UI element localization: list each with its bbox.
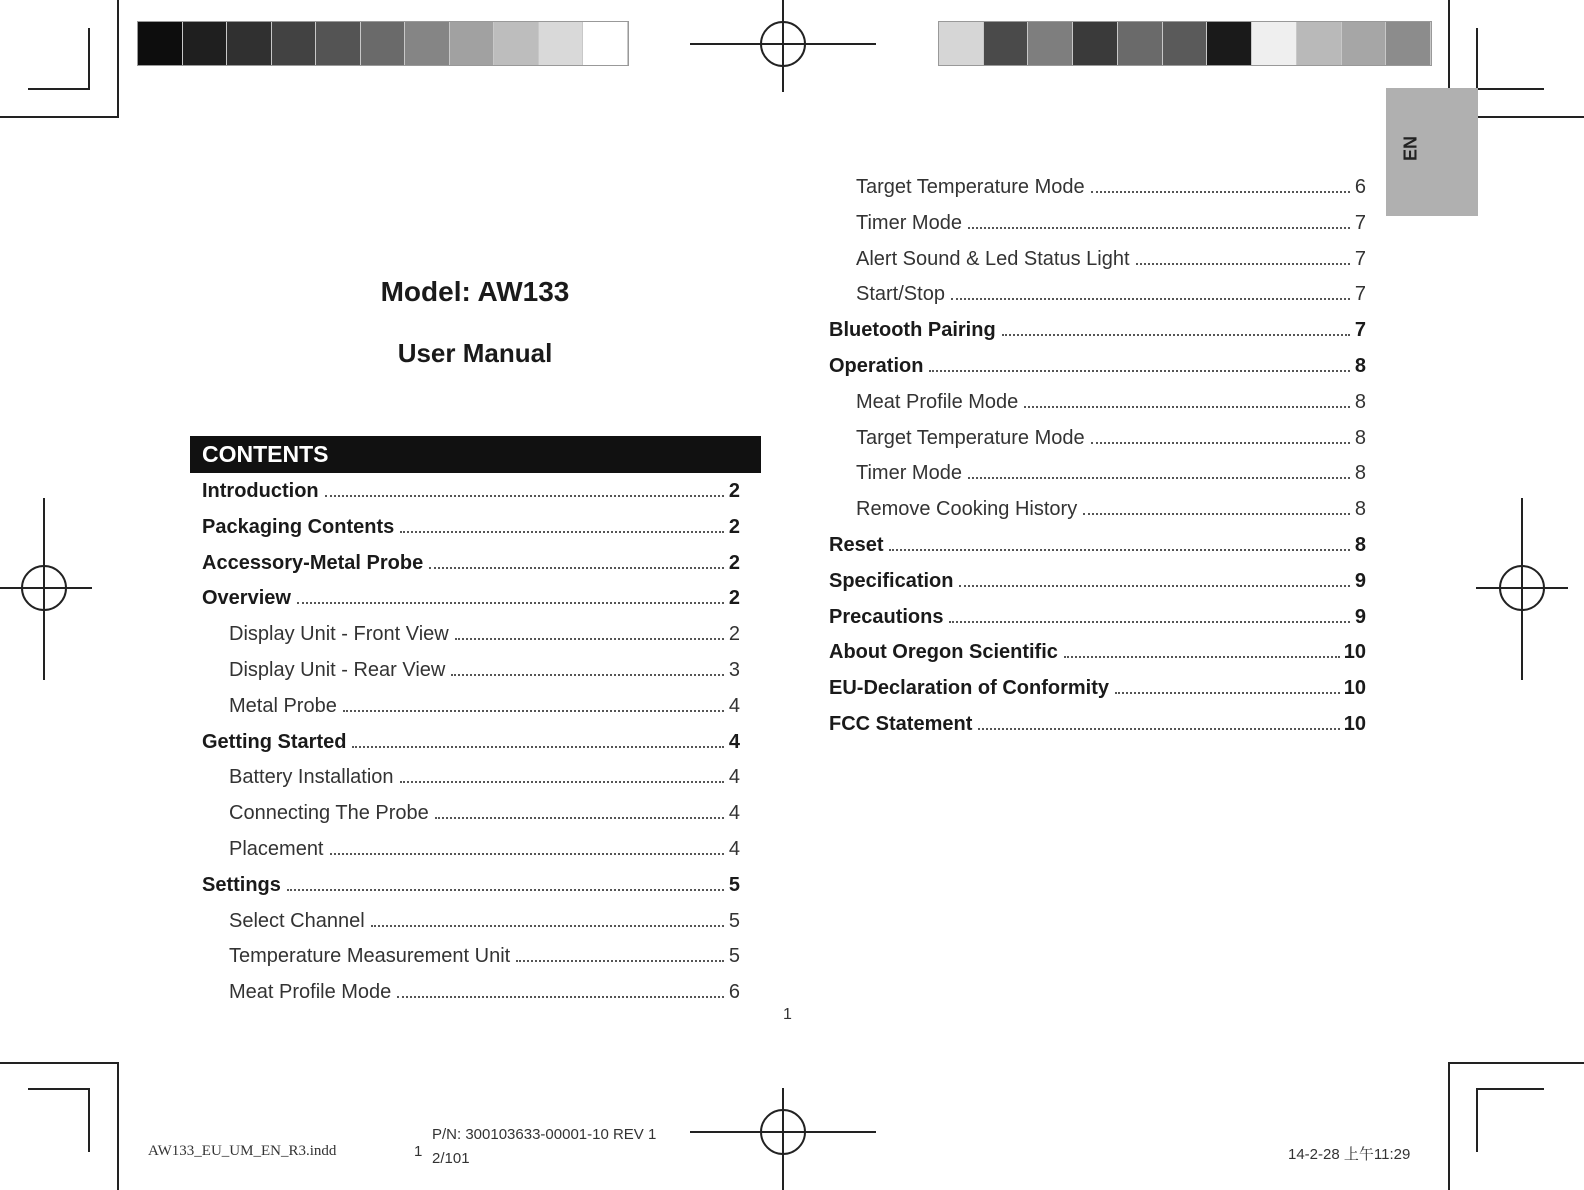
toc-entry-page: 2 bbox=[728, 515, 740, 538]
toc-entry bbox=[856, 422, 1366, 450]
page-title: Model: AW133 bbox=[380, 276, 570, 307]
toc-entry-label: Select Channel bbox=[229, 909, 365, 932]
footer-file-page: 1 bbox=[414, 1143, 423, 1160]
toc-entry bbox=[856, 207, 1366, 235]
toc-entry bbox=[229, 797, 740, 825]
toc-entry bbox=[829, 529, 1366, 557]
toc-leader-dots bbox=[1091, 191, 1350, 193]
toc-leader-dots bbox=[343, 710, 724, 712]
toc-leader-dots bbox=[451, 674, 724, 676]
color-swatch bbox=[539, 22, 584, 65]
color-calibration-bar-left bbox=[137, 21, 629, 66]
toc-entry-page: 7 bbox=[1354, 283, 1366, 306]
toc-leader-dots bbox=[325, 495, 724, 497]
toc-leader-dots bbox=[1002, 334, 1350, 336]
toc-leader-dots bbox=[1136, 263, 1350, 265]
toc-leader-dots bbox=[968, 227, 1350, 229]
toc-entry-label: Target Temperature Mode bbox=[856, 176, 1085, 198]
toc-entry-page: 8 bbox=[1354, 390, 1366, 413]
toc-entry bbox=[829, 350, 1366, 378]
toc-entry-label: Display Unit - Front View bbox=[229, 623, 449, 646]
color-swatch bbox=[1342, 22, 1387, 65]
toc-entry-label: Settings bbox=[202, 873, 281, 896]
toc-entry-page: 7 bbox=[1354, 319, 1366, 342]
color-swatch bbox=[1163, 22, 1208, 65]
toc-entry-label: Meat Profile Mode bbox=[229, 981, 392, 1004]
toc-entry-label: Precautions bbox=[829, 605, 944, 628]
toc-entry-label: Introduction bbox=[202, 480, 319, 502]
toc-entry-page: 2 bbox=[728, 623, 740, 646]
color-swatch bbox=[272, 22, 317, 65]
toc-entry-label: Start/Stop bbox=[856, 283, 945, 306]
toc-entry bbox=[229, 690, 740, 718]
toc-entry bbox=[202, 547, 740, 575]
toc-leader-dots bbox=[397, 996, 724, 998]
registration-mark-icon bbox=[1476, 498, 1584, 680]
toc-entry-page: 4 bbox=[728, 730, 740, 753]
registration-mark-icon bbox=[0, 498, 92, 680]
color-swatch bbox=[405, 22, 450, 65]
toc-leader-dots bbox=[435, 817, 724, 819]
toc-entry-label: Remove Cooking History bbox=[856, 498, 1078, 521]
toc-entry bbox=[856, 278, 1366, 306]
toc-leader-dots bbox=[1091, 442, 1350, 444]
language-tab bbox=[1386, 88, 1478, 216]
toc-leader-dots bbox=[352, 746, 724, 748]
toc-entry-label: Packaging Contents bbox=[202, 515, 395, 538]
toc-leader-dots bbox=[330, 853, 725, 855]
toc-entry bbox=[856, 243, 1366, 271]
toc-entry-label: Battery Installation bbox=[229, 766, 394, 789]
color-swatch bbox=[316, 22, 361, 65]
toc-entry-page: 8 bbox=[1354, 534, 1366, 556]
toc-entry-page: 10 bbox=[1343, 677, 1366, 700]
toc-entry bbox=[202, 475, 740, 503]
toc-leader-dots bbox=[951, 298, 1350, 300]
toc-entry-label: Display Unit - Rear View bbox=[229, 659, 446, 681]
toc-entry-page: 4 bbox=[728, 766, 740, 789]
footer-filename: AW133_EU_UM_EN_R3.indd bbox=[148, 1143, 337, 1159]
toc-entry bbox=[229, 833, 740, 861]
toc-entry bbox=[829, 672, 1366, 700]
toc-entry-page: 8 bbox=[1354, 462, 1366, 485]
color-swatch bbox=[984, 22, 1029, 65]
toc-leader-dots bbox=[400, 531, 724, 533]
toc-entry bbox=[229, 618, 740, 646]
toc-entry-page: 4 bbox=[728, 694, 740, 717]
toc-entry-label: About Oregon Scientific bbox=[829, 641, 1058, 664]
toc-leader-dots bbox=[1115, 692, 1340, 694]
footer-part-number-sub: 2/101 bbox=[432, 1150, 470, 1167]
toc-entry bbox=[856, 386, 1366, 414]
toc-entry-page: 9 bbox=[1354, 605, 1366, 628]
color-swatch bbox=[1297, 22, 1342, 65]
color-calibration-bar-right bbox=[938, 21, 1432, 66]
language-tab-label: EN bbox=[1400, 136, 1421, 162]
toc-entry bbox=[829, 314, 1366, 342]
toc-entry-label: Specification bbox=[829, 569, 954, 592]
color-swatch bbox=[1118, 22, 1163, 65]
toc-entry-label: Operation bbox=[829, 355, 924, 377]
toc-entry bbox=[229, 654, 740, 682]
toc-entry bbox=[856, 457, 1366, 485]
toc-entry-label: FCC Statement bbox=[829, 713, 973, 735]
color-swatch bbox=[1028, 22, 1073, 65]
toc-entry-page: 4 bbox=[728, 802, 740, 825]
page-number: 1 bbox=[783, 1006, 792, 1023]
color-swatch bbox=[183, 22, 228, 65]
toc-entry-page: 10 bbox=[1343, 641, 1366, 664]
toc-entry bbox=[856, 171, 1366, 199]
toc-entry bbox=[829, 565, 1366, 593]
toc-leader-dots bbox=[371, 925, 724, 927]
toc-entry bbox=[229, 940, 740, 968]
footer-datetime: 14-2-28 上午11:29 bbox=[1288, 1146, 1411, 1163]
toc-entry-label: Connecting The Probe bbox=[229, 802, 429, 825]
toc-entry-label: Timer Mode bbox=[856, 462, 962, 485]
toc-entry-label: Metal Probe bbox=[229, 694, 337, 717]
color-swatch bbox=[1073, 22, 1118, 65]
toc-entry-page: 9 bbox=[1354, 569, 1366, 592]
toc-entry-page: 8 bbox=[1354, 498, 1366, 521]
color-swatch bbox=[361, 22, 406, 65]
contents-header bbox=[190, 436, 761, 473]
color-swatch bbox=[227, 22, 272, 65]
color-swatch bbox=[1207, 22, 1252, 65]
toc-entry-page: 2 bbox=[728, 587, 740, 610]
toc-entry-page: 6 bbox=[1354, 176, 1366, 198]
toc-entry-page: 2 bbox=[728, 551, 740, 574]
toc-entry bbox=[829, 636, 1366, 664]
color-swatch bbox=[1386, 22, 1431, 65]
toc-entry-label: Accessory-Metal Probe bbox=[202, 551, 424, 574]
toc-entry-page: 7 bbox=[1354, 211, 1366, 234]
toc-entry-page: 3 bbox=[728, 659, 740, 681]
page-subtitle: User Manual bbox=[397, 338, 553, 368]
toc-entry-label: Timer Mode bbox=[856, 211, 962, 234]
toc-leader-dots bbox=[929, 370, 1350, 372]
toc-leader-dots bbox=[949, 621, 1350, 623]
toc-leader-dots bbox=[297, 602, 724, 604]
toc-entry bbox=[829, 601, 1366, 629]
toc-entry-page: 8 bbox=[1354, 355, 1366, 377]
toc-entry-label: Target Temperature Mode bbox=[856, 426, 1085, 449]
toc-entry bbox=[229, 761, 740, 789]
toc-entry-page: 10 bbox=[1343, 713, 1366, 735]
toc-entry-page: 2 bbox=[728, 480, 740, 502]
toc-entry-page: 5 bbox=[728, 945, 740, 968]
toc-entry-label: Bluetooth Pairing bbox=[829, 319, 996, 342]
toc-entry-page: 5 bbox=[728, 873, 740, 896]
toc-entry-page: 8 bbox=[1354, 426, 1366, 449]
color-swatch bbox=[138, 22, 183, 65]
color-swatch bbox=[494, 22, 539, 65]
toc-entry bbox=[202, 869, 740, 897]
color-swatch bbox=[1252, 22, 1297, 65]
toc-entry-label: Getting Started bbox=[202, 730, 347, 753]
toc-leader-dots bbox=[978, 728, 1339, 730]
toc-leader-dots bbox=[455, 638, 724, 640]
toc-entry-label: Placement bbox=[229, 838, 324, 860]
toc-leader-dots bbox=[1083, 513, 1350, 515]
toc-entry-label: Overview bbox=[202, 587, 291, 610]
contents-heading: CONTENTS bbox=[202, 441, 329, 467]
toc-leader-dots bbox=[516, 960, 724, 962]
toc-entry-label: Alert Sound & Led Status Light bbox=[856, 247, 1130, 270]
toc-leader-dots bbox=[429, 567, 724, 569]
toc-entry bbox=[229, 905, 740, 933]
toc-entry-label: EU-Declaration of Conformity bbox=[829, 677, 1110, 700]
toc-leader-dots bbox=[889, 549, 1350, 551]
toc-entry bbox=[202, 726, 740, 754]
toc-leader-dots bbox=[959, 585, 1350, 587]
toc-entry bbox=[829, 708, 1366, 736]
toc-entry-label: Temperature Measurement Unit bbox=[229, 945, 511, 968]
toc-entry bbox=[229, 976, 740, 1004]
toc-entry-label: Meat Profile Mode bbox=[856, 390, 1019, 413]
toc-entry-page: 5 bbox=[728, 909, 740, 932]
toc-entry-label: Reset bbox=[829, 534, 884, 556]
color-swatch bbox=[583, 22, 628, 65]
toc-entry-page: 4 bbox=[728, 838, 740, 860]
registration-mark-icon bbox=[690, 1088, 876, 1190]
toc-entry bbox=[202, 582, 740, 610]
toc-leader-dots bbox=[1024, 406, 1350, 408]
toc-leader-dots bbox=[287, 889, 724, 891]
color-swatch bbox=[450, 22, 495, 65]
toc-entry-page: 7 bbox=[1354, 247, 1366, 270]
toc-entry bbox=[202, 511, 740, 539]
footer-part-number: P/N: 300103633-00001-10 REV 1 bbox=[432, 1126, 657, 1143]
toc-leader-dots bbox=[400, 781, 724, 783]
toc-leader-dots bbox=[968, 477, 1350, 479]
toc-leader-dots bbox=[1064, 656, 1340, 658]
color-swatch bbox=[939, 22, 984, 65]
toc-entry-page: 6 bbox=[728, 981, 740, 1004]
registration-mark-icon bbox=[690, 0, 876, 92]
toc-entry bbox=[856, 493, 1366, 521]
